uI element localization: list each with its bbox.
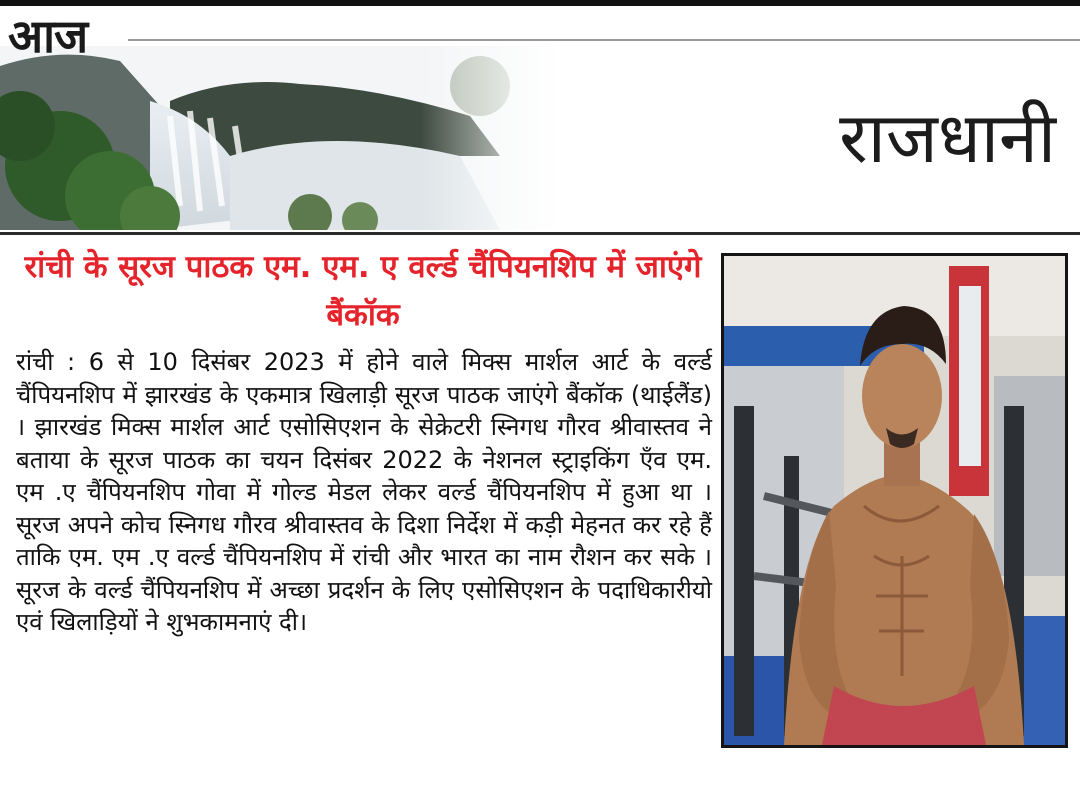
newspaper-logo: आज	[8, 9, 88, 63]
athlete-photo-image	[724, 256, 1065, 745]
masthead-rule	[0, 232, 1080, 235]
athlete-photo	[721, 253, 1068, 748]
masthead	[0, 6, 1080, 232]
masthead-line	[128, 39, 1080, 41]
article-headline: रांची के सूरज पाठक एम. एम. ए वर्ल्ड चैंपियनशिप में जाएंगे बैंकॉक	[24, 249, 702, 333]
article-body: रांची : 6 से 10 दिसंबर 2023 में होने वाले मिक्स मार्शल आर्ट के वर्ल्ड चैंपियनशिप में झारखंड के एकमात्र खिलाड़ी सूरज पाठक जाएंगे बैंकॉक (थाईलैंड) । झारखंड मिक्स मार्शल आर्ट एसोसिएशन के सेक्रेटरी स्निगध गौरव श्रीवास्तव ने बताया के सूरज पाठक का चयन दिसंबर 2022 के नेशनल स्ट्राइकिंग एँव एम. एम .ए चैंपियनशिप गोवा में गोल्ड मेडल लेकर वर्ल्ड चैंपियनशिप में हुआ था । सूरज अपने कोच स्निगध गौरव श्रीवास्तव के दिशा निर्देश में कड़ी मेहनत कर रहे हैं ताकि एम. एम .ए वर्ल्ड चैंपियनशिप में रांची और भारत का नाम रौशन कर सके । सूरज के वर्ल्ड चैंपियनशिप में अच्छा प्रदर्शन के लिए एसोसिएशन के पदाधिकारीयो एवं खिलाड़ियों ने शुभकामनाएं दी।	[16, 348, 712, 636]
section-title: राजधानी	[839, 97, 1056, 179]
